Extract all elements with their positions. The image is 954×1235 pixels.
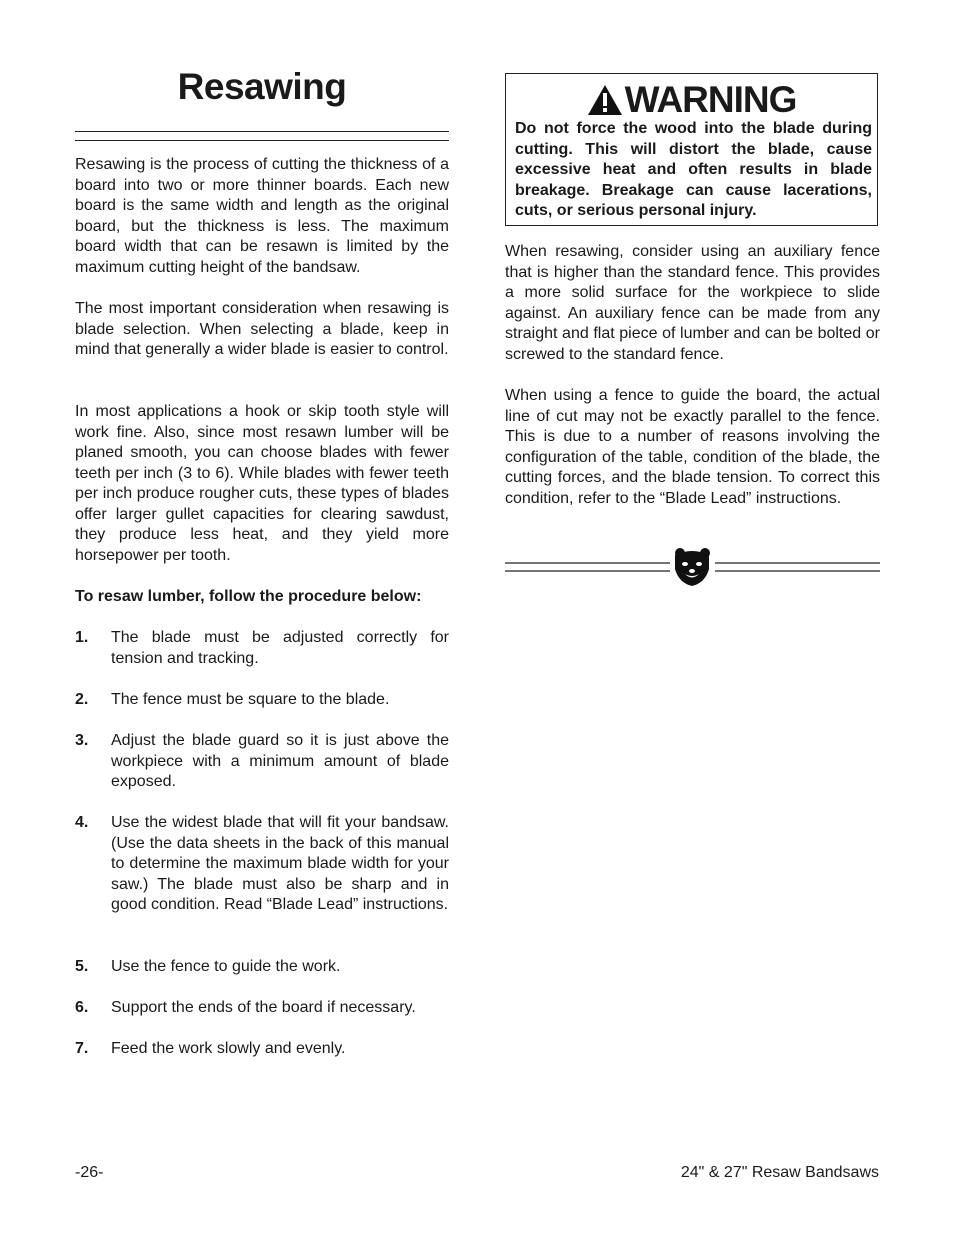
step-text: Feed the work slowly and evenly. bbox=[111, 1040, 346, 1057]
step-number: 5. bbox=[75, 958, 89, 975]
step-text: Use the widest blade that will fit your bandsaw. (Use the data sheets in the back of this manual to determine the maximum blade width for your saw.) The blade must also be sharp and in good condition. Read “Blade Lead” instructions. bbox=[111, 814, 449, 913]
section-end-divider bbox=[505, 547, 880, 587]
step-number: 4. bbox=[75, 814, 89, 831]
step-number: 2. bbox=[75, 691, 89, 708]
intro-paragraph-1: Resawing is the process of cutting the thickness of a board into two or more thinner boards. Each new board is the same width and length as the original board, but the thickness is less. The maximum board width that can be resawn is limited by the maximum cutting height of the bandsaw. bbox=[75, 156, 449, 276]
page-title: Resawing bbox=[177, 66, 347, 107]
warning-box bbox=[505, 73, 878, 226]
right-paragraph-1: When resawing, consider using an auxiliary fence that is higher than the standard fence. This provides a more solid surface for the workpiece to slide against. An auxiliary fence can be made from any straight and flat piece of lumber and can be bolted or screwed to the standard fence. bbox=[505, 243, 880, 363]
step-number: 1. bbox=[75, 629, 89, 646]
title-rule-top bbox=[75, 131, 449, 132]
warning-heading bbox=[506, 78, 877, 122]
step-item bbox=[75, 731, 449, 793]
step-text: The fence must be square to the blade. bbox=[111, 691, 390, 708]
step-item bbox=[75, 813, 449, 916]
warning-triangle-icon bbox=[587, 84, 623, 116]
step-number: 7. bbox=[75, 1040, 89, 1057]
intro-paragraph-3: In most applications a hook or skip tooth style will work fine. Also, since most resawn lumber will be planed smooth, you can choose blades with fewer teeth per inch (3 to 6). While blades with fewer teeth per inch produce rougher cuts, these types of blades offer larger gullet capacities for clearing sawdust, they produce less heat, and they yield more horsepower per tooth. bbox=[75, 403, 449, 564]
bear-head-logo-icon bbox=[675, 548, 710, 586]
warning-text: Do not force the wood into the blade during cutting. This will distort the blade, cause excessive heat and often results in blade breakage. Breakage can cause lacerations, cuts, or serious personal injury. bbox=[515, 120, 872, 219]
step-text: Adjust the blade guard so it is just above the workpiece with a minimum amount of blade exposed. bbox=[111, 732, 449, 790]
step-text: Support the ends of the board if necessary. bbox=[111, 999, 416, 1016]
right-paragraph-2: When using a fence to guide the board, the actual line of cut may not be exactly parallel to the fence. This is due to a number of reasons involving the configuration of the table, condition of the blade, the cutting forces, and the blade tension. To correct this condition, refer to the “Blade Lead” instructions. bbox=[505, 387, 880, 507]
step-number: 6. bbox=[75, 999, 89, 1016]
procedure-heading: To resaw lumber, follow the procedure below: bbox=[75, 588, 422, 605]
step-item bbox=[75, 1039, 449, 1060]
title-rule-bottom bbox=[75, 140, 449, 141]
step-text: The blade must be adjusted correctly for tension and tracking. bbox=[111, 629, 449, 667]
step-item bbox=[75, 957, 449, 978]
step-text: Use the fence to guide the work. bbox=[111, 958, 341, 975]
footer-page-number: -26- bbox=[75, 1164, 104, 1181]
intro-paragraph-2: The most important consideration when resawing is blade selection. When selecting a blade, keep in mind that generally a wider blade is easier to control. bbox=[75, 300, 449, 358]
step-item bbox=[75, 628, 449, 669]
footer-manual-title: 24" & 27" Resaw Bandsaws bbox=[680, 1164, 879, 1181]
step-number: 3. bbox=[75, 732, 89, 749]
step-item bbox=[75, 690, 449, 711]
step-item bbox=[75, 998, 449, 1019]
warning-heading-text: WARNING bbox=[624, 79, 797, 120]
